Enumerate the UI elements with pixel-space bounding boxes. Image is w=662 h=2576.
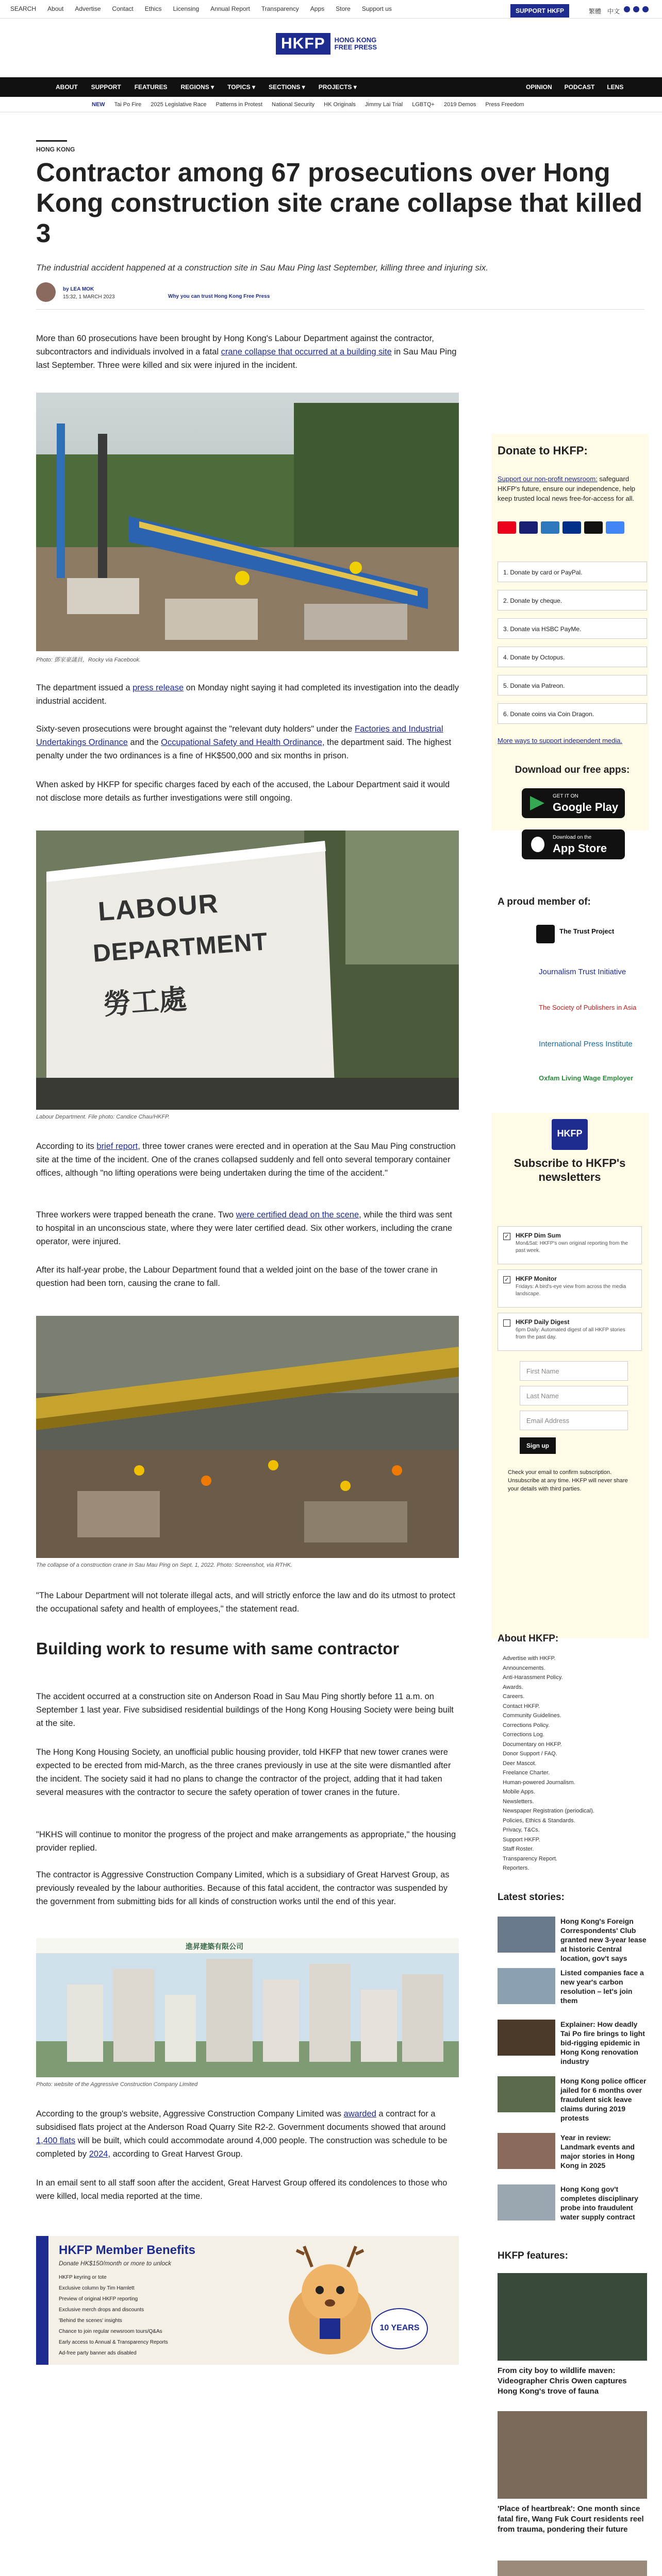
member-trust-project[interactable]: The Trust Project — [559, 927, 615, 935]
crane-collapse-photo — [36, 393, 459, 651]
logo-text: HONG KONG FREE PRESS — [334, 36, 377, 51]
donate-option-payme[interactable]: 3. Donate via HSBC PayMe. — [498, 618, 647, 639]
story-thumb — [498, 2184, 555, 2221]
subnav-item[interactable]: Tai Po Fire — [114, 101, 142, 108]
paypal-icon — [562, 521, 581, 534]
about-item[interactable]: Community Guidelines. — [503, 1713, 561, 1719]
about-list — [503, 1654, 647, 1873]
article-title: Contractor among 67 prosecutions over Hong Kong construction site crane collapse that killed 3 — [36, 158, 643, 248]
publish-date: 15:32, 1 MARCH 2023 — [63, 294, 115, 300]
benefit-item: Early access to Annual & Transparency Reports — [59, 2340, 168, 2345]
latest-story[interactable]: Hong Kong gov't completes disciplinary probe into fraudulent water supply contract — [498, 2184, 647, 2231]
about-item[interactable]: Support HKFP. — [503, 1836, 540, 1843]
nl-dimsum[interactable]: ✓ HKFP Dim Sum Mon&Sat: HKFP's own original reporting from the past week. — [498, 1226, 642, 1264]
about-item[interactable]: Freelance Charter. — [503, 1770, 550, 1776]
feature-title[interactable]: From city boy to wildlife maven: Videographer Chris Owen captures Hong Kong's trove of fauna — [498, 2366, 627, 2396]
sign-text-1: LABOUR — [97, 888, 220, 927]
paragraph: The department issued a press release on Monday night saying it had completed its investigation into the deadly industrial accident. — [36, 683, 459, 706]
about-item[interactable]: Staff Roster. — [503, 1846, 534, 1852]
newsletter-title: Subscribe to HKFP's newsletters — [514, 1157, 626, 1183]
about-item[interactable]: Anti-Harassment Policy. — [503, 1674, 563, 1681]
benefit-item: Exclusive merch drops and discounts — [59, 2307, 144, 2313]
newsletter-note: Check your email to confirm subscription. Unsubscribe at any time. HKFP will never share your details with third parties. — [508, 1469, 628, 1492]
google-pay-icon — [606, 521, 624, 534]
benefits-sub: Donate HK$150/month or more to unlock — [59, 2260, 172, 2267]
story-thumb — [498, 1968, 555, 2004]
support-us-link[interactable]: Support us — [361, 5, 392, 12]
main-nav — [0, 77, 662, 97]
about-item[interactable]: Careers. — [503, 1693, 525, 1700]
benefit-item: HKFP keyring or tote — [59, 2275, 107, 2280]
about-item[interactable]: Privacy, T&Cs. — [503, 1827, 540, 1833]
apps-title: Download our free apps: — [515, 765, 630, 775]
section-rule — [36, 140, 67, 142]
about-title: About HKFP: — [498, 1633, 559, 1644]
subnav-item[interactable]: LGBTQ+ — [412, 101, 435, 108]
story-thumb — [498, 2076, 555, 2112]
about-item[interactable]: Corrections Policy. — [503, 1722, 550, 1728]
licensing-link[interactable]: Licensing — [173, 5, 200, 12]
subnav-item[interactable]: National Security — [272, 101, 315, 108]
checkbox-unchecked[interactable] — [503, 1319, 510, 1327]
about-item[interactable]: Advertise with HKFP. — [503, 1655, 556, 1662]
about-item[interactable]: Corrections Log. — [503, 1732, 544, 1738]
sign-text-2: DEPARTMENT — [92, 928, 269, 968]
author-avatar[interactable] — [36, 282, 56, 302]
store-link[interactable]: Store — [336, 5, 351, 12]
byline — [63, 286, 115, 300]
paragraph: According to the group's website, Aggressive Construction Company Limited was awarded a contract for a subsidised flats project at the Anderson Road Quarry Site R2-2. Government documents showed that around 1,400 flats will be built, which could accommodate around 4,000 people. The construction was schedule to be completed by 2024, according to Great Harvest Group. — [36, 2109, 448, 2159]
divider — [36, 309, 644, 310]
benefit-item: 'Behind the scenes' insights — [59, 2318, 122, 2324]
about-item[interactable]: Announcements. — [503, 1665, 545, 1671]
deer-mascot-icon — [263, 2241, 397, 2360]
facebook-icon[interactable] — [624, 6, 630, 12]
about-item[interactable]: Transparency Report. — [503, 1855, 557, 1862]
subnav-item[interactable]: 2019 Demos — [443, 101, 476, 108]
nav-about[interactable]: ABOUT — [56, 83, 78, 91]
paragraph: The Hong Kong Housing Society, an unofficial public housing provider, told HKFP that new tower cranes were expected to be erected from mid-March, as the three cranes previously in use at the site were dismantled after the incident. The society said it had no plans to change the contractor of the project, adding that it had taken several measures with the contractor to secure the safety operation of tower cranes in the future. — [36, 1748, 451, 1797]
visa-icon — [519, 521, 538, 534]
paragraph: Sixty-seven prosecutions were brought against the "relevant duty holders" under the Factories and Industrial Undertakings Ordinance and the Occupational Safety and Health Ordinance, the department said. The highest penalty under the two ordinances is a fine of HK$500,000 and six months in prison. — [36, 724, 452, 760]
latest-story[interactable]: Explainer: How deadly Tai Po fire brings to light bid-rigging epidemic in Hong Kong renovation industry — [498, 2020, 647, 2071]
benefit-item: Ad-free party banner ads disabled — [59, 2350, 137, 2356]
contractor-website-photo — [36, 1938, 459, 2077]
about-item[interactable]: Newspaper Registration (periodical). — [503, 1808, 594, 1814]
benefit-item: Chance to join regular newsroom tours/Q&As — [59, 2329, 162, 2334]
crane-collapse-link[interactable]: crane collapse that occurred at a building site — [221, 347, 392, 357]
collapse-scene-photo — [36, 1316, 459, 1558]
amex-icon — [541, 521, 559, 534]
lang-traditional[interactable]: 繁體 — [589, 8, 602, 15]
benefit-item: Preview of original HKFP reporting — [59, 2296, 138, 2302]
lang-chinese[interactable]: 中文 — [607, 8, 620, 15]
trust-link[interactable]: Why you can trust Hong Kong Free Press — [168, 294, 270, 299]
annual-report-link[interactable]: Annual Report — [210, 5, 250, 12]
nav-projects[interactable]: PROJECTS ▾ — [318, 83, 357, 91]
transparency-link[interactable]: Transparency — [261, 5, 299, 12]
sign-text-3: 勞工處 — [102, 984, 188, 1021]
company-banner: 進昇建築有限公司 — [186, 1942, 243, 1951]
paragraph: More than 60 prosecutions have been brought by Hong Kong's Labour Department against the contractor, subcontractors and individuals involved in a fatal crane collapse that occurred at a building site in Sau Mau Ping last September. Three were killed and six were injured in the incident. — [36, 334, 457, 370]
nav-podcast[interactable]: PODCAST — [564, 83, 595, 91]
paragraph: The accident occurred at a construction site on Anderson Road in Sau Mau Ping shortly before 11 a.m. on September 1 last year. Five subsidised residential buildings of the Hong Kong Housing Society were being built at the site. — [36, 1692, 454, 1728]
apps-link[interactable]: Apps — [310, 5, 325, 12]
checkbox-checked[interactable]: ✓ — [503, 1276, 510, 1283]
checkbox-checked[interactable]: ✓ — [503, 1233, 510, 1240]
latest-story[interactable]: Hong Kong police officer jailed for 6 months over fraudulent sick leave claims during 2019 protests — [498, 2076, 647, 2128]
app-store-button[interactable]: Download on the App Store — [522, 829, 625, 859]
signup-button[interactable]: Sign up — [520, 1437, 556, 1454]
nav-lens[interactable]: LENS — [607, 83, 624, 91]
nav-sections[interactable]: SECTIONS ▾ — [268, 83, 305, 91]
first-name-input[interactable]: First Name — [520, 1361, 628, 1381]
paragraph: According to its brief report, three tower cranes were erected and in operation at the Sau Mau Ping construction site at the time of the incident. One of the cranes collapsed suddenly and fell onto several temporary container offices, although "no lifting operations were being undertaken during the time of the accident." — [36, 1142, 456, 1178]
nav-regions[interactable]: REGIONS ▾ — [180, 83, 214, 91]
latest-title: Latest stories: — [498, 1892, 565, 1903]
hkfp-nl-logo: HKFP — [552, 1119, 588, 1150]
nav-support[interactable]: SUPPORT — [91, 83, 121, 91]
nl-digest[interactable]: HKFP Daily Digest 6pm Daily: Automated digest of all HKFP stories from the past day. — [498, 1313, 642, 1351]
nav-topics[interactable]: TOPICS ▾ — [227, 83, 255, 91]
advertise-link[interactable]: Advertise — [75, 5, 101, 12]
subnav-item[interactable]: Press Freedom — [485, 101, 524, 108]
top-links — [10, 5, 392, 12]
about-item[interactable]: Mobile Apps. — [503, 1789, 535, 1795]
author-name[interactable]: by LEA MOK — [63, 286, 94, 292]
donate-option-cheque[interactable]: 2. Donate by cheque. — [498, 590, 647, 611]
paragraph: In an email sent to all staff soon after the accident, Great Harvest Group offered its condolences to those who were killed, local media reported at the time. — [36, 2178, 448, 2201]
donate-title: Donate to HKFP: — [498, 444, 588, 457]
story-thumb — [498, 2020, 555, 2056]
more-ways-link[interactable]: More ways to support independent media. — [498, 737, 623, 744]
photo-caption: The collapse of a construction crane in Sau Mau Ping on Sept. 1, 2022. Photo: Screenshot, via RTHK. — [36, 1562, 292, 1568]
donate-option-octopus[interactable]: 4. Donate by Octopus. — [498, 647, 647, 667]
apple-pay-icon — [584, 521, 603, 534]
logo-mark: HKFP — [276, 33, 330, 55]
member-ipi[interactable]: International Press Institute — [539, 1040, 633, 1048]
section-tag[interactable]: HONG KONG — [36, 146, 75, 153]
google-play-icon — [530, 796, 544, 810]
story-thumb — [498, 1917, 555, 1953]
top-utility-bar — [0, 0, 662, 19]
about-item[interactable]: Reporters. — [503, 1865, 529, 1871]
donate-text: Support our non-profit newsroom: safeguard HKFP's future, ensure our independence, help keep trusted local news free-for-access for all. — [498, 475, 635, 502]
member-title: A proud member of: — [498, 896, 591, 907]
photo-caption: Labour Department. File photo: Candice Chau/HKFP. — [36, 1114, 170, 1120]
donate-option-patreon[interactable]: 5. Donate via Patreon. — [498, 675, 647, 696]
about-item[interactable]: Deer Mascot. — [503, 1760, 537, 1767]
benefit-item: Exclusive column by Tim Hamlett — [59, 2285, 135, 2291]
donate-option-coins[interactable]: 6. Donate coins via Coin Dragon. — [498, 703, 647, 724]
about-item[interactable]: Newsletters. — [503, 1798, 534, 1805]
ten-years-badge: 10 YEARS — [371, 2308, 428, 2349]
features-title: HKFP features: — [498, 2250, 568, 2261]
latest-story[interactable]: Hong Kong's Foreign Correspondents' Club granted new 3-year lease at historic Central location, gov't says — [498, 1917, 647, 1963]
subnav-item[interactable]: Patterns in Protest — [216, 101, 262, 108]
press-release-link[interactable]: press release — [133, 683, 184, 692]
ethics-link[interactable]: Ethics — [144, 5, 162, 12]
mastercard-icon — [498, 521, 516, 534]
photo-caption: Photo: website of the Aggressive Construction Company Limited — [36, 2081, 198, 2088]
search-link[interactable]: SEARCH — [10, 5, 37, 12]
donate-option-card[interactable]: 1. Donate by card or PayPal. — [498, 562, 647, 582]
paragraph: Three workers were trapped beneath the crane. Two were certified dead on the scene, while the third was sent to hospital in an unconscious state, where they were later certified dead. Six other workers, including the crane operator, were injured. — [36, 1210, 453, 1246]
google-play-button[interactable]: GET IT ON Google Play — [522, 788, 625, 818]
last-name-input[interactable]: Last Name — [520, 1386, 628, 1405]
support-hkfp-button[interactable]: SUPPORT HKFP — [510, 4, 569, 18]
nl-monitor[interactable]: ✓ HKFP Monitor Fridays: A bird's-eye view from across the media landscape. — [498, 1269, 642, 1308]
trust-project-icon — [536, 925, 555, 943]
member-benefits-banner[interactable] — [36, 2236, 459, 2365]
about-item[interactable]: Donor Support / FAQ. — [503, 1751, 557, 1757]
feature-image[interactable] — [498, 2273, 647, 2361]
about-item[interactable]: Policies, Ethics & Standards. — [503, 1817, 575, 1824]
paragraph: "The Labour Department will not tolerate illegal acts, and will strictly enforce the law and do its utmost to protect the occupational safety and health of employees," the statement read. — [36, 1591, 455, 1614]
x-icon[interactable] — [633, 6, 639, 12]
feature-image[interactable] — [498, 2561, 647, 2576]
about-item[interactable]: Documentary on HKFP. — [503, 1741, 562, 1748]
about-item[interactable]: Human-powered Journalism. — [503, 1779, 575, 1786]
subnav-item[interactable]: 2025 Legislative Race — [151, 101, 207, 108]
osho-link[interactable]: Occupational Safety and Health Ordinance — [161, 738, 322, 747]
subnav-item[interactable]: Jimmy Lai Trial — [365, 101, 403, 108]
benefits-list — [59, 2272, 168, 2359]
labour-department-photo — [36, 831, 459, 1110]
latest-story[interactable]: Year in review: Landmark events and major stories in Hong Kong in 2025 — [498, 2133, 647, 2179]
completion-link[interactable]: 2024 — [89, 2149, 108, 2159]
benefits-title: HKFP Member Benefits — [59, 2243, 195, 2257]
subnav-item[interactable]: HK Originals — [324, 101, 356, 108]
feature-image[interactable] — [498, 2411, 647, 2499]
language-switch — [589, 7, 620, 15]
trending-nav — [0, 97, 662, 112]
photo-caption: Photo: 鄧家豪議員，Rocky via Facebook. — [36, 657, 141, 663]
about-item[interactable]: Contact HKFP. — [503, 1703, 540, 1709]
support-newsroom-link[interactable]: Support our non-profit newsroom: — [498, 475, 598, 483]
brief-report-link[interactable]: brief report — [96, 1142, 138, 1151]
paragraph: "HKHS will continue to monitor the progress of the project and make arrangements as appropriate," the housing provider replied. — [36, 1830, 456, 1853]
article-subtitle: The industrial accident happened at a construction site in Sau Mau Ping last September, killing three and injuring six. — [36, 263, 488, 273]
new-badge: NEW — [92, 101, 105, 108]
nav-features[interactable]: FEATURES — [134, 83, 168, 91]
email-input[interactable]: Email Address — [520, 1411, 628, 1430]
nav-opinion[interactable]: OPINION — [526, 83, 552, 91]
member-oxfam[interactable]: Oxfam Living Wage Employer — [539, 1074, 634, 1082]
instagram-icon[interactable] — [642, 6, 649, 12]
paragraph: When asked by HKFP for specific charges faced by each of the accused, the Labour Department said it would not disclose more details as further investigations were still ongoing. — [36, 780, 450, 803]
awarded-link[interactable]: awarded — [343, 2109, 376, 2119]
apple-icon — [531, 837, 544, 852]
payment-icons — [498, 521, 647, 536]
story-thumb — [498, 2133, 555, 2169]
paragraph: After its half-year probe, the Labour Department found that a welded joint on the base of the tower crane in question had been torn, causing the crane to fall. — [36, 1265, 438, 1288]
certified-dead-link[interactable]: were certified dead on the scene — [236, 1210, 359, 1219]
about-link[interactable]: About — [47, 5, 64, 12]
latest-story[interactable]: Listed companies face a new year's carbon resolution – let's join them — [498, 1968, 647, 2014]
fiuo-link[interactable]: Factories and Industrial Undertakings Ordinance — [36, 724, 443, 747]
member-jti[interactable]: Journalism Trust Initiative — [539, 968, 626, 976]
feature-title[interactable]: 'Place of heartbreak': One month since fatal fire, Wang Fuk Court residents reel from trauma, pondering their future — [498, 2504, 644, 2534]
section-heading: Building work to resume with same contractor — [36, 1639, 400, 1658]
site-logo[interactable] — [276, 26, 384, 62]
about-item[interactable]: Awards. — [503, 1684, 523, 1690]
contact-link[interactable]: Contact — [112, 5, 134, 12]
flats-link[interactable]: 1,400 flats — [36, 2136, 76, 2145]
member-sopa[interactable]: The Society of Publishers in Asia — [539, 1004, 637, 1011]
paragraph: The contractor is Aggressive Construction Company Limited, which is a subsidiary of Great Harvest Group, as previously revealed by the labour authorities. Because of this fatal accident, the contractor was suspended by the government from submitting bids for all kinds of construction works until the end of this year. — [36, 1870, 450, 1906]
